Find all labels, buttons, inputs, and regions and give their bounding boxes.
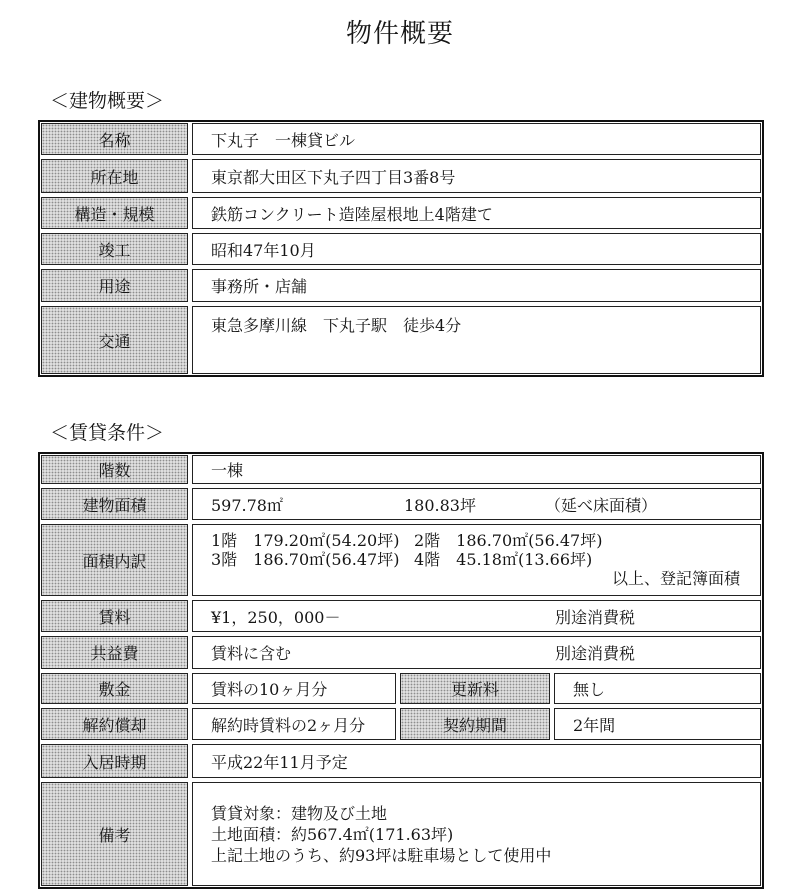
remarks-label: 備考: [41, 782, 188, 886]
access-value: 東急多摩川線 下丸子駅 徒歩4分: [192, 306, 761, 374]
common-fee-label: 共益費: [41, 636, 188, 669]
rent-tax-note: 別途消費税: [555, 607, 636, 627]
remarks-line: 賃貸対象：建物及び土地: [211, 803, 388, 823]
deposit-label: 敷金: [41, 673, 188, 704]
rent-value: [192, 600, 761, 632]
move-in-value: 平成22年11月予定: [192, 744, 761, 778]
address-value: 東京都大田区下丸子四丁目3番8号: [192, 159, 761, 193]
name-value: 下丸子 一棟貸ビル: [192, 123, 761, 155]
area-breakdown-note: 以上、登記簿面積: [611, 569, 740, 588]
structure-label: 構造・規模: [41, 197, 188, 229]
building-area-tsubo: 180.83坪: [404, 495, 476, 515]
building-area-note: （延べ床面積）: [545, 495, 658, 515]
building-area-value: [192, 488, 761, 520]
building-area-sqm: 597.78㎡: [211, 495, 283, 515]
remarks-line: 土地面積：約567.4㎡(171.63坪): [211, 824, 454, 844]
completion-label: 竣工: [41, 233, 188, 265]
structure-value: 鉄筋コンクリート造陸屋根地上4階建て: [192, 197, 761, 229]
deposit-value: 賃料の10ヶ月分: [192, 673, 396, 704]
remarks-line: 上記土地のうち、約93坪は駐車場として使用中: [211, 845, 552, 865]
address-label: 所在地: [41, 159, 188, 193]
area-floor-2: 2階 186.70㎡(56.47坪): [414, 531, 603, 550]
usage-label: 用途: [41, 269, 188, 302]
floors-label: 階数: [41, 455, 188, 484]
area-floor-1: 1階 179.20㎡(54.20坪): [211, 531, 400, 550]
contract-term-label: 契約期間: [400, 708, 550, 740]
area-floor-4: 4階 45.18㎡(13.66坪): [414, 550, 593, 569]
access-label: 交通: [41, 306, 188, 374]
name-label: 名称: [41, 123, 188, 155]
renewal-fee-label: 更新料: [400, 673, 550, 704]
building-overview-heading: ＜建物概要＞: [50, 90, 165, 112]
cancellation-value: 解約時賃料の2ヶ月分: [192, 708, 396, 740]
area-floor-3: 3階 186.70㎡(56.47坪): [211, 550, 400, 569]
renewal-fee-value: 無し: [554, 673, 761, 704]
cancellation-label: 解約償却: [41, 708, 188, 740]
common-fee-tax-note: 別途消費税: [555, 644, 636, 663]
lease-terms-heading: ＜賃貸条件＞: [50, 422, 165, 444]
floors-value: 一棟: [192, 455, 761, 484]
completion-value: 昭和47年10月: [192, 233, 761, 265]
common-fee-value: [192, 636, 761, 669]
move-in-label: 入居時期: [41, 744, 188, 778]
rent-label: 賃料: [41, 600, 188, 632]
page-title: 物件概要: [345, 19, 454, 49]
building-area-label: 建物面積: [41, 488, 188, 520]
remarks-value: [192, 782, 761, 886]
contract-term-value: 2年間: [554, 708, 761, 740]
common-fee-amount: 賃料に含む: [211, 644, 292, 663]
area-breakdown-label: 面積内訳: [41, 524, 188, 596]
area-breakdown-value: [192, 524, 761, 596]
usage-value: 事務所・店舗: [192, 269, 761, 302]
rent-amount: ¥1，250，000－: [211, 607, 341, 627]
